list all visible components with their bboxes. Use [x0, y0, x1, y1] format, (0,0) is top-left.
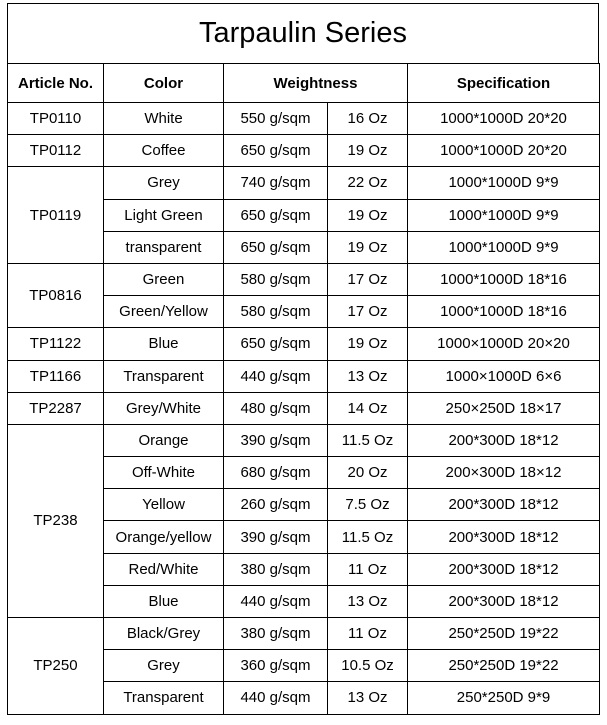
- tarpaulin-table: [7, 63, 600, 715]
- table-title: Tarpaulin Series: [7, 3, 599, 63]
- spec-cell: 200*300D 18*12: [408, 489, 600, 521]
- color-cell: Light Green: [104, 199, 224, 231]
- oz-cell: 11 Oz: [328, 618, 408, 650]
- gsm-cell: 650 g/sqm: [224, 328, 328, 360]
- article-cell: TP0110: [8, 103, 104, 135]
- color-cell: Green/Yellow: [104, 296, 224, 328]
- table-row: [8, 167, 600, 199]
- color-cell: Blue: [104, 328, 224, 360]
- gsm-cell: 380 g/sqm: [224, 618, 328, 650]
- spec-cell: 200×300D 18×12: [408, 457, 600, 489]
- gsm-cell: 580 g/sqm: [224, 296, 328, 328]
- table-row: [8, 328, 600, 360]
- spec-cell: 1000*1000D 18*16: [408, 296, 600, 328]
- oz-cell: 10.5 Oz: [328, 650, 408, 682]
- table-row: [8, 618, 600, 650]
- spec-cell: 250*250D 9*9: [408, 682, 600, 714]
- gsm-cell: 260 g/sqm: [224, 489, 328, 521]
- header-article: Article No.: [8, 64, 104, 103]
- gsm-cell: 440 g/sqm: [224, 360, 328, 392]
- spec-cell: 200*300D 18*12: [408, 521, 600, 553]
- table-row: [8, 392, 600, 424]
- color-cell: Grey: [104, 167, 224, 199]
- oz-cell: 14 Oz: [328, 392, 408, 424]
- oz-cell: 13 Oz: [328, 682, 408, 714]
- oz-cell: 17 Oz: [328, 296, 408, 328]
- color-cell: Transparent: [104, 682, 224, 714]
- gsm-cell: 550 g/sqm: [224, 103, 328, 135]
- gsm-cell: 650 g/sqm: [224, 231, 328, 263]
- color-cell: Coffee: [104, 135, 224, 167]
- gsm-cell: 580 g/sqm: [224, 263, 328, 295]
- gsm-cell: 650 g/sqm: [224, 199, 328, 231]
- color-cell: Yellow: [104, 489, 224, 521]
- oz-cell: 11.5 Oz: [328, 424, 408, 456]
- article-cell: TP1166: [8, 360, 104, 392]
- spec-cell: 1000*1000D 20*20: [408, 103, 600, 135]
- spec-cell: 200*300D 18*12: [408, 424, 600, 456]
- gsm-cell: 480 g/sqm: [224, 392, 328, 424]
- color-cell: Off-White: [104, 457, 224, 489]
- spec-cell: 1000×1000D 6×6: [408, 360, 600, 392]
- gsm-cell: 650 g/sqm: [224, 135, 328, 167]
- table-row: [8, 424, 600, 456]
- article-cell: TP2287: [8, 392, 104, 424]
- spec-cell: 200*300D 18*12: [408, 553, 600, 585]
- article-cell: TP0112: [8, 135, 104, 167]
- spec-cell: 1000*1000D 20*20: [408, 135, 600, 167]
- spec-cell: 250*250D 19*22: [408, 618, 600, 650]
- spec-cell: 1000*1000D 9*9: [408, 199, 600, 231]
- gsm-cell: 740 g/sqm: [224, 167, 328, 199]
- oz-cell: 16 Oz: [328, 103, 408, 135]
- table-body: [8, 103, 600, 715]
- oz-cell: 19 Oz: [328, 231, 408, 263]
- oz-cell: 19 Oz: [328, 328, 408, 360]
- gsm-cell: 380 g/sqm: [224, 553, 328, 585]
- spec-cell: 250*250D 19*22: [408, 650, 600, 682]
- oz-cell: 22 Oz: [328, 167, 408, 199]
- table-row: [8, 103, 600, 135]
- spec-cell: 1000*1000D 9*9: [408, 231, 600, 263]
- color-cell: transparent: [104, 231, 224, 263]
- color-cell: Grey: [104, 650, 224, 682]
- header-color: Color: [104, 64, 224, 103]
- table-row: [8, 263, 600, 295]
- oz-cell: 19 Oz: [328, 199, 408, 231]
- gsm-cell: 680 g/sqm: [224, 457, 328, 489]
- table-row: [8, 360, 600, 392]
- oz-cell: 7.5 Oz: [328, 489, 408, 521]
- color-cell: White: [104, 103, 224, 135]
- oz-cell: 13 Oz: [328, 585, 408, 617]
- gsm-cell: 390 g/sqm: [224, 521, 328, 553]
- color-cell: Transparent: [104, 360, 224, 392]
- article-cell: TP0816: [8, 263, 104, 327]
- color-cell: Grey/White: [104, 392, 224, 424]
- gsm-cell: 440 g/sqm: [224, 585, 328, 617]
- oz-cell: 11.5 Oz: [328, 521, 408, 553]
- article-cell: TP238: [8, 424, 104, 617]
- spec-cell: 250×250D 18×17: [408, 392, 600, 424]
- color-cell: Blue: [104, 585, 224, 617]
- spec-cell: 1000*1000D 9*9: [408, 167, 600, 199]
- article-cell: TP250: [8, 618, 104, 715]
- spec-cell: 200*300D 18*12: [408, 585, 600, 617]
- table-row: [8, 135, 600, 167]
- spec-cell: 1000*1000D 18*16: [408, 263, 600, 295]
- header-weightness: Weightness: [224, 64, 408, 103]
- spec-cell: 1000×1000D 20×20: [408, 328, 600, 360]
- oz-cell: 20 Oz: [328, 457, 408, 489]
- color-cell: Orange/yellow: [104, 521, 224, 553]
- gsm-cell: 360 g/sqm: [224, 650, 328, 682]
- article-cell: TP0119: [8, 167, 104, 264]
- tarpaulin-sheet: [7, 3, 599, 715]
- article-cell: TP1122: [8, 328, 104, 360]
- color-cell: Black/Grey: [104, 618, 224, 650]
- oz-cell: 17 Oz: [328, 263, 408, 295]
- oz-cell: 19 Oz: [328, 135, 408, 167]
- color-cell: Orange: [104, 424, 224, 456]
- header-row: [8, 64, 600, 103]
- color-cell: Red/White: [104, 553, 224, 585]
- gsm-cell: 390 g/sqm: [224, 424, 328, 456]
- oz-cell: 11 Oz: [328, 553, 408, 585]
- color-cell: Green: [104, 263, 224, 295]
- header-specification: Specification: [408, 64, 600, 103]
- gsm-cell: 440 g/sqm: [224, 682, 328, 714]
- oz-cell: 13 Oz: [328, 360, 408, 392]
